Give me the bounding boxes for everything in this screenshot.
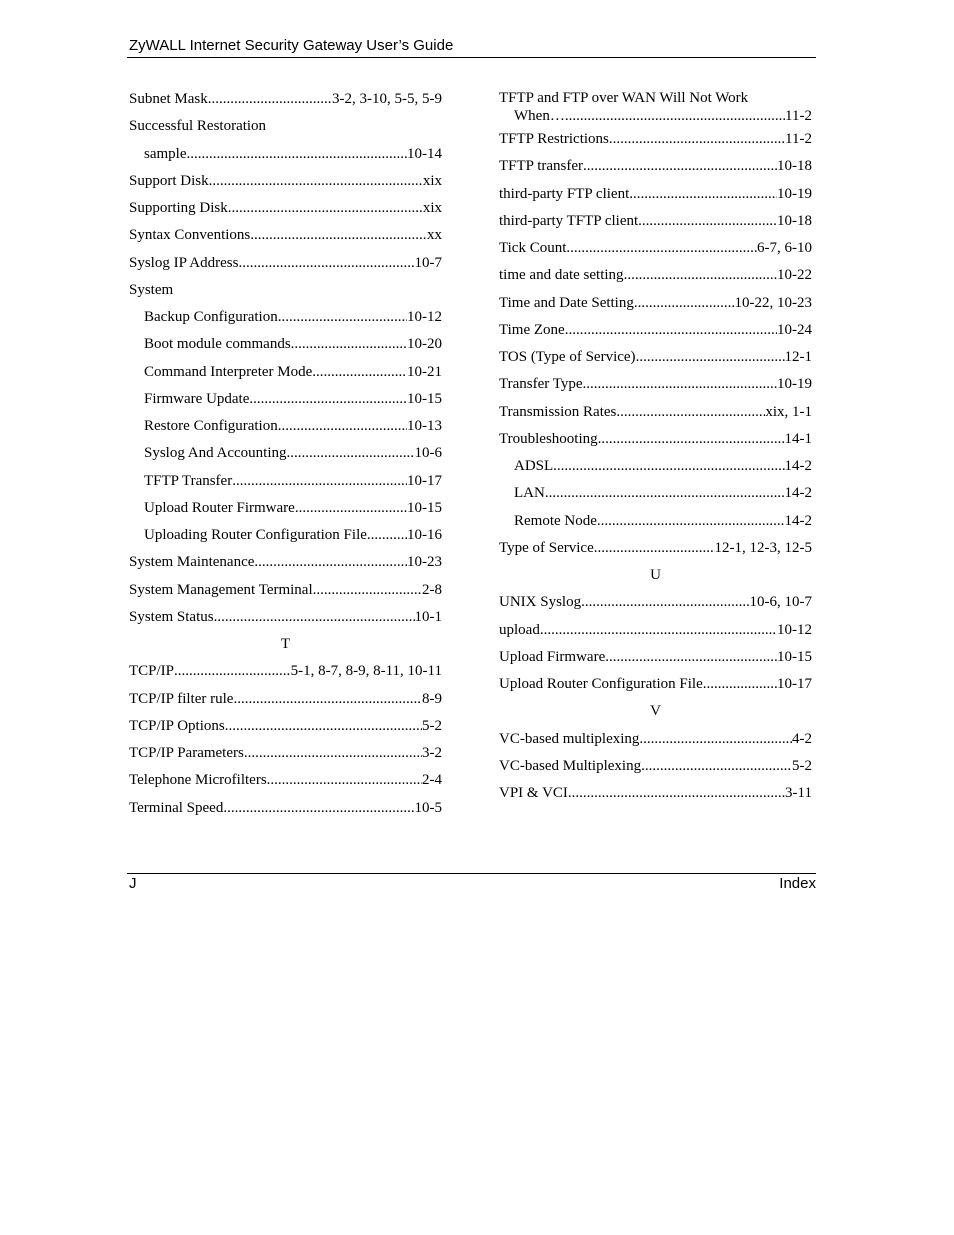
index-entry: upload ..... 10-12 (499, 617, 812, 644)
footer-rule (127, 873, 816, 874)
index-entry: System Management Terminal ..... 2-8 (129, 577, 442, 604)
index-entry: TFTP Restrictions ..... 11-2 (499, 126, 812, 153)
index-entry-line1: TFTP and FTP over WAN Will Not Work (499, 90, 749, 106)
index-entry: Supporting Disk ..... xix (129, 195, 442, 222)
index-entry: Telephone Microfilters ..... 2-4 (129, 767, 442, 794)
index-entry: System (129, 281, 174, 298)
index-entry: Time and Date Setting ..... 10-22, 10-23 (499, 290, 812, 317)
index-entry: Syslog IP Address ..... 10-7 (129, 250, 442, 277)
index-entry: Tick Count ..... 6-7, 6-10 (499, 235, 812, 262)
index-entry: Support Disk ..... xix (129, 168, 442, 195)
index-entry: Terminal Speed ..... 10-5 (129, 795, 442, 822)
index-entry: Troubleshooting ..... 14-1 (499, 426, 812, 453)
index-subentry: Restore Configuration ..... 10-13 (129, 413, 442, 440)
index-entry: Syntax Conventions ..... xx (129, 222, 442, 249)
index-subentry: Command Interpreter Mode ..... 10-21 (129, 359, 442, 386)
index-entry: Time Zone ..... 10-24 (499, 317, 812, 344)
index-subentry: Remote Node ..... 14-2 (499, 508, 812, 535)
index-entry: Upload Router Configuration File ..... 10-17 (499, 671, 812, 698)
index-entry: TCP/IP ..... 5-1, 8-7, 8-9, 8-11, 10-11 (129, 658, 442, 685)
index-entry: Type of Service ..... 12-1, 12-3, 12-5 (499, 535, 812, 562)
index-entry: TCP/IP Parameters ..... 3-2 (129, 740, 442, 767)
index-entry: TOS (Type of Service) ..... 12-1 (499, 344, 812, 371)
index-entry: System Maintenance ..... 10-23 (129, 549, 442, 576)
index-entry: TCP/IP filter rule ..... 8-9 (129, 686, 442, 713)
index-letter-heading: T (280, 636, 291, 652)
index-subentry: Upload Router Firmware ..... 10-15 (129, 495, 442, 522)
index-entry: TFTP transfer ..... 10-18 (499, 153, 812, 180)
index-entry: TCP/IP Options ..... 5-2 (129, 713, 442, 740)
index-letter-heading: U (650, 567, 661, 583)
index-entry: VPI & VCI ..... 3-11 (499, 780, 812, 807)
index-entry: third-party FTP client ..... 10-19 (499, 181, 812, 208)
index-entry: Transmission Rates ..... xix, 1-1 (499, 399, 812, 426)
footer-page-label: J (129, 875, 137, 892)
index-subentry: LAN ..... 14-2 (499, 480, 812, 507)
index-entry: UNIX Syslog ..... 10-6, 10-7 (499, 589, 812, 616)
index-entry: Successful Restoration (129, 118, 267, 135)
index-subentry: TFTP Transfer ..... 10-17 (129, 468, 442, 495)
index-letter-heading: V (650, 703, 661, 720)
index-subentry: Uploading Router Configuration File ..... 10-16 (129, 522, 442, 549)
index-entry: Transfer Type ..... 10-19 (499, 371, 812, 398)
index-subentry: Firmware Update ..... 10-15 (129, 386, 442, 413)
page-header-title: ZyWALL Internet Security Gateway User’s Guide (129, 37, 454, 54)
index-subentry: Syslog And Accounting ..... 10-6 (129, 440, 442, 467)
index-entry: System Status ..... 10-1 (129, 604, 442, 631)
footer-section-label: Index (779, 875, 816, 892)
index-column-left (129, 86, 442, 822)
index-entry: Subnet Mask ..... 3-2, 3-10, 5-5, 5-9 (129, 86, 442, 113)
index-entry: TFTP and FTP over WAN Will Not Work When… ..... 11-2 (499, 86, 812, 126)
index-subentry: Backup Configuration ..... 10-12 (129, 304, 442, 331)
index-subentry: ADSL ..... 14-2 (499, 453, 812, 480)
header-rule (127, 57, 816, 58)
index-entry: time and date setting ..... 10-22 (499, 262, 812, 289)
index-entry: VC-based Multiplexing ..... 5-2 (499, 753, 812, 780)
index-subentry: sample ..... 10-14 (129, 141, 442, 168)
index-entry: third-party TFTP client ..... 10-18 (499, 208, 812, 235)
index-entry: Upload Firmware ..... 10-15 (499, 644, 812, 671)
index-entry: VC-based multiplexing ..... 4-2 (499, 726, 812, 753)
index-subentry: Boot module commands ..... 10-20 (129, 331, 442, 358)
index-column-right (499, 86, 812, 807)
